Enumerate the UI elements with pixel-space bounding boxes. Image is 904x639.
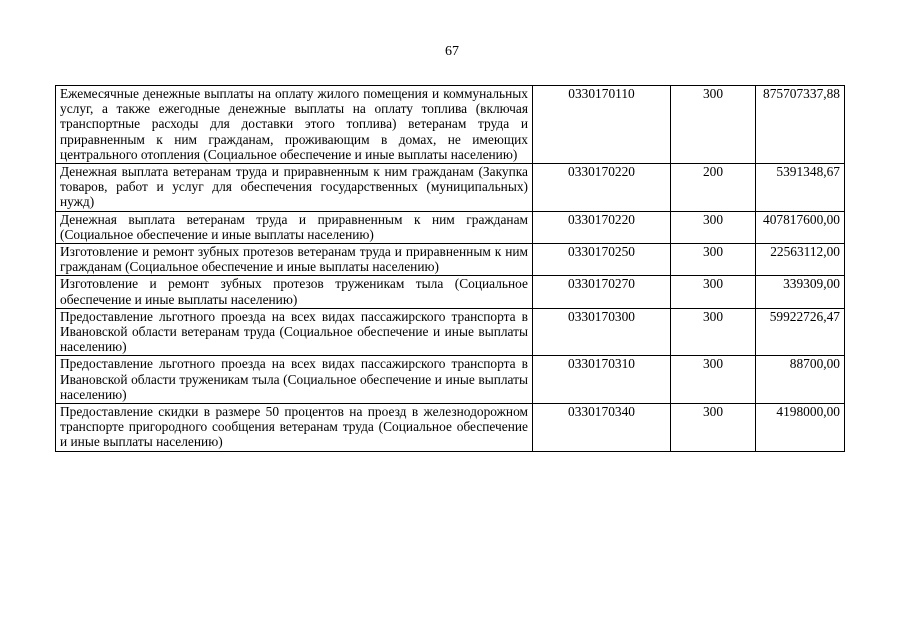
row-description: Предоставление льготного проезда на всех видах пассажирского транспорта в Ивановской области труженикам тыла (Социальное обеспечение и иные выплаты населению) — [56, 356, 533, 404]
row-target-code: 0330170270 — [533, 276, 671, 308]
row-target-code: 0330170220 — [533, 211, 671, 243]
row-target-code: 0330170220 — [533, 164, 671, 212]
row-amount: 59922726,47 — [756, 308, 845, 356]
row-expense-type: 300 — [671, 244, 756, 276]
row-description: Предоставление льготного проезда на всех видах пассажирского транспорта в Ивановской области ветеранам труда (Социальное обеспечение и иные выплаты населению) — [56, 308, 533, 356]
row-amount: 875707337,88 — [756, 86, 845, 164]
row-description: Изготовление и ремонт зубных протезов труженикам тыла (Социальное обеспечение и иные выплаты населению) — [56, 276, 533, 308]
row-amount: 88700,00 — [756, 356, 845, 404]
table-row — [56, 244, 845, 276]
page-number: 67 — [445, 44, 459, 59]
table-row — [56, 164, 845, 212]
row-amount: 22563112,00 — [756, 244, 845, 276]
row-description: Ежемесячные денежные выплаты на оплату жилого помещения и коммунальных услуг, а также ежегодные денежные выплаты на оплату топлива (включая транспортные расходы для доставки этого топлива) ветеранам труда и приравненным к ним гражданам, проживающим в домах, не имеющих центрального отопления (Социальное обеспечение и иные выплаты населению) — [56, 86, 533, 164]
row-expense-type: 300 — [671, 308, 756, 356]
row-amount: 407817600,00 — [756, 211, 845, 243]
row-description: Денежная выплата ветеранам труда и приравненным к ним гражданам (Закупка товаров, работ и услуг для обеспечения государственных (муниципальных) нужд) — [56, 164, 533, 212]
row-amount: 4198000,00 — [756, 404, 845, 452]
row-expense-type: 300 — [671, 211, 756, 243]
row-target-code: 0330170300 — [533, 308, 671, 356]
row-description: Предоставление скидки в размере 50 процентов на проезд в железнодорожном транспорте пригородного сообщения ветеранам труда (Социальное обеспечение и иные выплаты населению) — [56, 404, 533, 452]
row-expense-type: 300 — [671, 86, 756, 164]
row-target-code: 0330170340 — [533, 404, 671, 452]
table-row — [56, 308, 845, 356]
row-expense-type: 200 — [671, 164, 756, 212]
row-expense-type: 300 — [671, 276, 756, 308]
row-target-code: 0330170250 — [533, 244, 671, 276]
row-amount: 339309,00 — [756, 276, 845, 308]
table-row — [56, 276, 845, 308]
row-expense-type: 300 — [671, 356, 756, 404]
row-description: Денежная выплата ветеранам труда и приравненным к ним гражданам (Социальное обеспечение и иные выплаты населению) — [56, 211, 533, 243]
table-row — [56, 356, 845, 404]
table-row — [56, 211, 845, 243]
table-row — [56, 404, 845, 452]
budget-table — [55, 85, 845, 452]
row-amount: 5391348,67 — [756, 164, 845, 212]
row-target-code: 0330170110 — [533, 86, 671, 164]
row-target-code: 0330170310 — [533, 356, 671, 404]
row-expense-type: 300 — [671, 404, 756, 452]
table-row — [56, 86, 845, 164]
row-description: Изготовление и ремонт зубных протезов ветеранам труда и приравненным к ним гражданам (Социальное обеспечение и иные выплаты населению) — [56, 244, 533, 276]
